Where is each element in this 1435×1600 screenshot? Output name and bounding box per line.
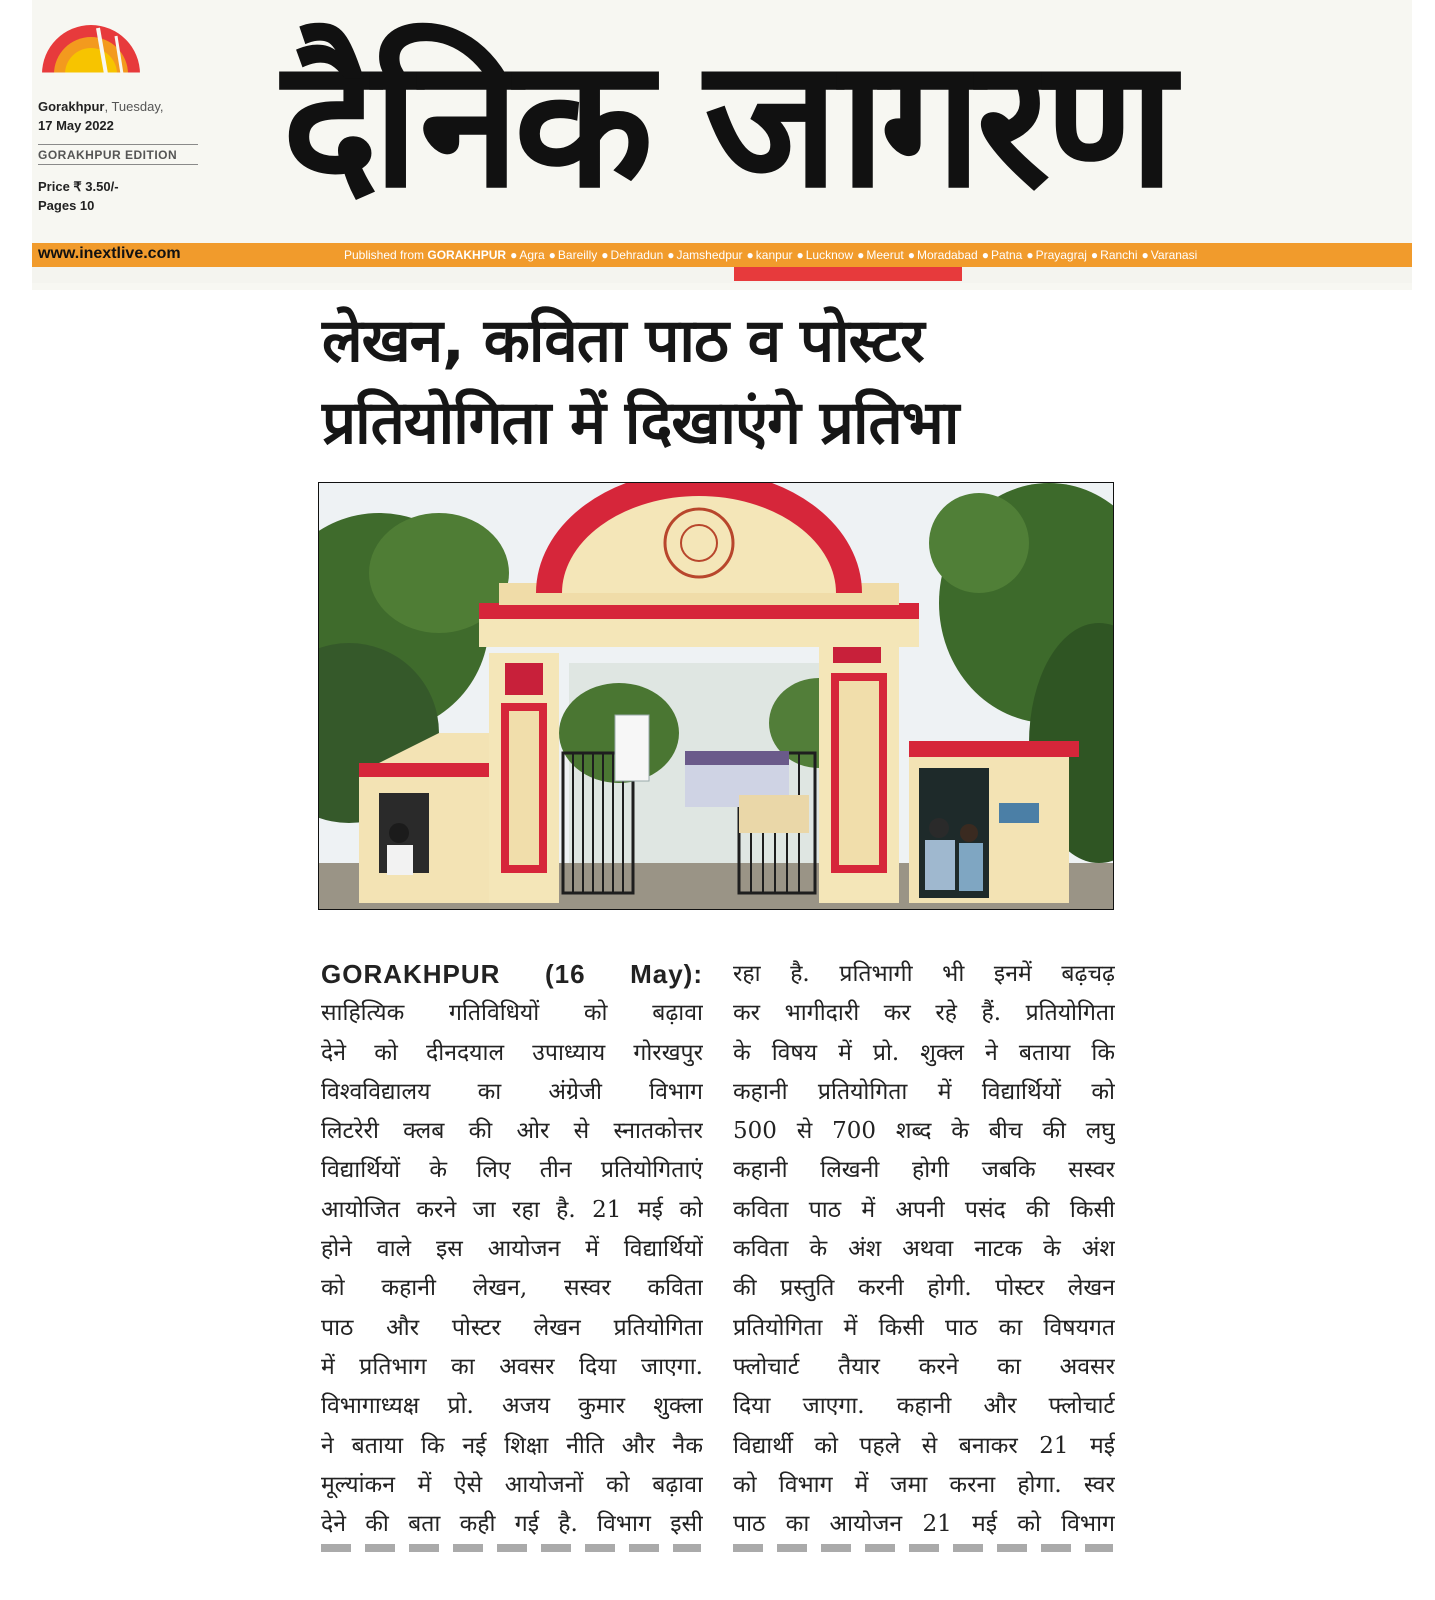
body-line: ने बताया कि नई शिक्षा नीति और नैक xyxy=(321,1432,703,1459)
body-line: फ्लोचार्ट तैयार करने का अवसर xyxy=(733,1353,1115,1380)
published-prefix: Published from xyxy=(344,248,425,262)
body-line: विद्यार्थी को पहले से बनाकर 21 मई xyxy=(733,1432,1115,1459)
bullet-icon: ● xyxy=(796,248,804,262)
university-gate-photo xyxy=(318,482,1114,910)
body-line: रहा है. प्रतिभागी भी इनमें बढ़चढ़ xyxy=(733,961,1115,987)
body-line: कर भागीदारी कर रहे हैं. प्रतियोगिता xyxy=(733,1000,1115,1027)
edition-day: Tuesday, xyxy=(111,99,164,114)
body-line: दिया जाएगा. कहानी और फ्लोचार्ट xyxy=(733,1393,1115,1420)
city-item: Dehradun xyxy=(610,248,664,262)
section-strip xyxy=(32,267,1412,283)
body-line: पाठ का आयोजन 21 मई को विभाग xyxy=(733,1511,1115,1538)
article-column-1 xyxy=(321,955,703,1545)
edition-label: GORAKHPUR EDITION xyxy=(38,144,198,165)
article-column-2 xyxy=(733,955,1115,1545)
city-item: Meerut xyxy=(866,248,904,262)
bullet-icon: ● xyxy=(1026,248,1034,262)
body-line: विभागाध्यक्ष प्रो. अजय कुमार शुक्ला xyxy=(321,1393,703,1420)
article-headline xyxy=(322,300,1122,464)
newspaper-nameplate: दैनिक जागरण xyxy=(282,20,1170,227)
bullet-icon: ● xyxy=(548,248,556,262)
bullet-icon: ● xyxy=(1090,248,1099,262)
bullet-icon: ● xyxy=(907,248,915,262)
body-line: कहानी प्रतियोगिता में विद्यार्थियों को xyxy=(733,1078,1115,1105)
body-line: लिटरेरी क्लब की ओर से स्नातकोत्तर xyxy=(321,1118,703,1145)
body-line: मूल्यांकन में ऐसे आयोजनों को बढ़ावा xyxy=(321,1471,703,1498)
article-dateline: GORAKHPUR (16 May): xyxy=(321,959,703,989)
column-1-cut-line xyxy=(321,1544,701,1552)
section-tab-red xyxy=(734,267,962,281)
bullet-icon: ● xyxy=(667,248,675,262)
city-item: Ranchi xyxy=(1100,248,1138,262)
city-item: Patna xyxy=(990,248,1023,262)
masthead xyxy=(32,0,1412,290)
edition-info: Gorakhpur, Tuesday, 17 May 2022 GORAKHPUR EDITION Price ₹ 3.50/- Pages 10 xyxy=(38,97,208,215)
body-line: की प्रस्तुति करनी होगी. पोस्टर लेखन xyxy=(733,1275,1115,1302)
body-line: देने को दीनदयाल उपाध्याय गोरखपुर xyxy=(321,1039,703,1066)
bullet-icon: ● xyxy=(746,248,754,262)
body-line: होने वाले इस आयोजन में विद्यार्थियों xyxy=(321,1236,703,1263)
city-item: Varanasi xyxy=(1150,248,1198,262)
body-line: प्रतियोगिता में किसी पाठ का विषयगत xyxy=(733,1314,1115,1341)
gate-illustration xyxy=(319,483,1113,909)
body-line: पाठ और पोस्टर लेखन प्रतियोगिता xyxy=(321,1314,703,1341)
body-line: साहित्यिक गतिविधियों को बढ़ावा xyxy=(321,1000,703,1027)
publication-strip xyxy=(32,243,1412,267)
city-item: Prayagraj xyxy=(1035,248,1087,262)
city-item: Agra xyxy=(519,248,545,262)
bullet-icon: ● xyxy=(1141,248,1149,262)
body-line: कविता पाठ में अपनी पसंद की किसी xyxy=(733,1196,1115,1223)
body-line: के विषय में प्रो. शुक्ल ने बताया कि xyxy=(733,1039,1115,1066)
rising-sun-logo-icon xyxy=(38,20,144,76)
published-from xyxy=(344,248,1197,262)
body-line: विश्वविद्यालय का अंग्रेजी विभाग xyxy=(321,1078,703,1105)
city-item: Moradabad xyxy=(916,248,978,262)
bullet-icon: ● xyxy=(510,248,518,262)
city-item: kanpur xyxy=(755,248,793,262)
city-list xyxy=(506,248,1197,262)
pages-label: Pages 10 xyxy=(38,198,95,213)
body-line: देने की बता कही गई है. विभाग इसी xyxy=(321,1511,703,1538)
body-line: 500 से 700 शब्द के बीच की लघु xyxy=(733,1118,1115,1145)
bullet-icon: ● xyxy=(601,248,609,262)
body-line: कहानी लिखनी होगी जबकि सस्वर xyxy=(733,1157,1115,1184)
column-2-cut-line xyxy=(733,1544,1113,1552)
edition-city: Gorakhpur xyxy=(38,99,105,114)
website-link[interactable]: www.inextlive.com xyxy=(38,245,181,262)
edition-date: 17 May 2022 xyxy=(38,118,114,133)
published-hub: GORAKHPUR xyxy=(427,248,507,262)
price-label: Price ₹ 3.50/- xyxy=(38,179,119,194)
city-item: Jamshedpur xyxy=(676,248,743,262)
column-2-text xyxy=(733,955,1115,1544)
bullet-icon: ● xyxy=(981,248,989,262)
body-line: कविता के अंश अथवा नाटक के अंश xyxy=(733,1236,1115,1263)
body-line: में प्रतिभाग का अवसर दिया जाएगा. xyxy=(321,1353,703,1380)
bullet-icon: ● xyxy=(857,248,865,262)
column-1-text xyxy=(321,994,703,1544)
city-item: Lucknow xyxy=(805,248,854,262)
city-item: Bareilly xyxy=(557,248,598,262)
headline-line-1: लेखन, कविता पाठ व पोस्टर xyxy=(322,306,924,376)
body-line: आयोजित करने जा रहा है. 21 मई को xyxy=(321,1196,703,1223)
body-line: विद्यार्थियों के लिए तीन प्रतियोगिताएं xyxy=(321,1157,703,1184)
headline-line-2: प्रतियोगिता में दिखाएंगे प्रतिभा xyxy=(322,388,959,458)
body-line: को विभाग में जमा करना होगा. स्वर xyxy=(733,1471,1115,1498)
body-line: को कहानी लेखन, सस्वर कविता xyxy=(321,1275,703,1302)
